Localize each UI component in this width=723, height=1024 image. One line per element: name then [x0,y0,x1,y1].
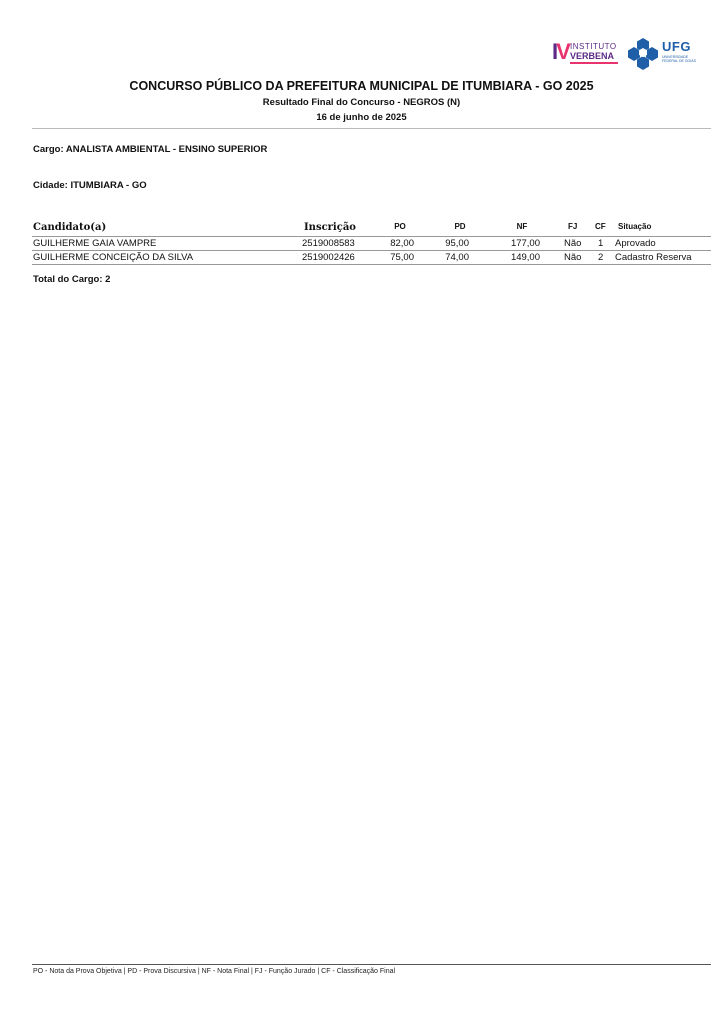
cell-cf: 1 [598,238,604,249]
cell-pd: 74,00 [445,252,469,263]
document-subtitle: Resultado Final do Concurso - NEGROS (N) [262,97,461,108]
table-row [32,251,711,265]
column-header-cf: CF [595,222,606,231]
cell-po: 82,00 [390,238,414,249]
cell-nf: 177,00 [510,238,540,249]
cell-candidato: GUILHERME CONCEIÇÃO DA SILVA [33,252,194,263]
verbena-logo-line2: VERBENA [570,51,615,61]
total-cargo: Total do Cargo: 2 [33,274,111,285]
table-header [32,222,711,237]
ufg-logo-text: UFG [662,39,691,54]
ufg-logo [626,36,702,72]
cell-fj: Não [564,252,582,263]
column-header-inscricao: Inscrição [304,222,356,233]
header-divider [32,128,711,129]
verbena-logo-line1: INSTITUTO [570,42,617,51]
instituto-verbena-logo [552,40,620,68]
cell-situacao: Aprovado [615,238,656,249]
iv-mark-icon: IV [552,39,569,64]
verbena-logo-bar [570,62,618,64]
footer-legend: PO - Nota da Prova Objetiva | PD - Prova Discursiva | NF - Nota Final | FJ - Função Jurado | CF - Classificação Final [33,968,396,975]
results-table [32,222,711,265]
cell-fj: Não [564,238,582,249]
document-title: CONCURSO PÚBLICO DA PREFEITURA MUNICIPAL DE ITUMBIARA - GO 2025 [129,79,594,93]
cell-nf: 149,00 [510,252,540,263]
cell-cf: 2 [598,252,604,263]
column-header-po: PO [394,222,406,231]
ufg-hexagon-icon [626,37,660,71]
document-date: 16 de junho de 2025 [316,112,407,123]
cell-inscricao: 2519008583 [302,238,355,249]
cell-candidato: GUILHERME GAIA VAMPRE [33,238,157,249]
footer-divider [32,964,711,965]
ufg-logo-subtext: UNIVERSIDADE FEDERAL DE GOIÁS [662,55,696,63]
cidade-label: Cidade: ITUMBIARA - GO [33,180,147,191]
cell-pd: 95,00 [445,238,469,249]
cell-inscricao: 2519002426 [302,252,355,263]
column-header-situacao: Situação [618,222,652,231]
column-header-fj: FJ [568,222,578,231]
header-logos [550,36,700,72]
column-header-pd: PD [454,222,466,231]
cell-po: 75,00 [390,252,414,263]
column-header-candidato: Candidato(a) [33,222,107,233]
cell-situacao: Cadastro Reserva [615,252,692,263]
table-row [32,237,711,251]
cargo-label: Cargo: ANALISTA AMBIENTAL - ENSINO SUPERIOR [33,144,268,155]
column-header-nf: NF [516,222,528,231]
